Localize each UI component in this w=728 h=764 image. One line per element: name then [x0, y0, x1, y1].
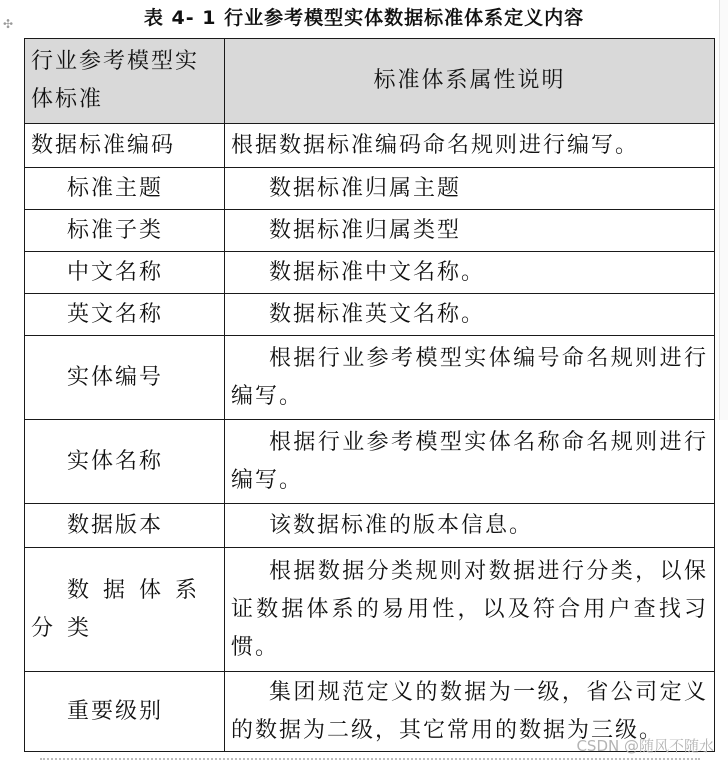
move-handle-icon[interactable]: ✣ [2, 17, 14, 31]
row-description: 根据数据分类规则对数据进行分类，以保证数据体系的易用性，以及符合用户查找习惯。 [225, 548, 715, 672]
row-description: 数据标准归属类型 [225, 210, 715, 252]
row-description: 该数据标准的版本信息。 [225, 504, 715, 548]
row-description: 数据标准归属主题 [225, 168, 715, 210]
row-description: 集团规范定义的数据为一级，省公司定义的数据为二级，其它常用的数据为三级。 [225, 672, 715, 752]
row-name: 标准子类 [25, 210, 225, 252]
row-name: 重要级别 [25, 672, 225, 752]
table-row [25, 336, 715, 420]
row-description: 根据数据标准编码命名规则进行编写。 [225, 124, 715, 168]
row-description: 数据标准英文名称。 [225, 294, 715, 336]
table-row [25, 420, 715, 504]
row-name: 标准主题 [25, 168, 225, 210]
row-name: 实体编号 [25, 336, 225, 420]
table-row [25, 124, 715, 168]
standard-definition-table [24, 38, 715, 752]
table-row [25, 504, 715, 548]
row-description: 根据行业参考模型实体编号命名规则进行编写。 [225, 336, 715, 420]
scrollbar[interactable] [719, 0, 728, 420]
row-name: 数据版本 [25, 504, 225, 548]
watermark: CSDN @随风不随水 [576, 737, 714, 755]
row-name: 数据标准编码 [25, 124, 225, 168]
header-attribute-description: 标准体系属性说明 [225, 39, 715, 124]
header-entity-standard: 行业参考模型实体标准 [25, 39, 225, 124]
table-row [25, 294, 715, 336]
table-caption: 表 4- 1 行业参考模型实体数据标准体系定义内容 [143, 7, 585, 29]
row-name: 英文名称 [25, 294, 225, 336]
row-description: 根据行业参考模型实体名称命名规则进行编写。 [225, 420, 715, 504]
table-row [25, 548, 715, 672]
table-header-row [25, 39, 715, 124]
row-name: 数据体系分类 [25, 548, 225, 672]
row-name: 中文名称 [25, 252, 225, 294]
row-description: 数据标准中文名称。 [225, 252, 715, 294]
table-row [25, 252, 715, 294]
row-name: 实体名称 [25, 420, 225, 504]
table-row [25, 168, 715, 210]
table-row [25, 210, 715, 252]
next-line-fragment [40, 758, 700, 764]
